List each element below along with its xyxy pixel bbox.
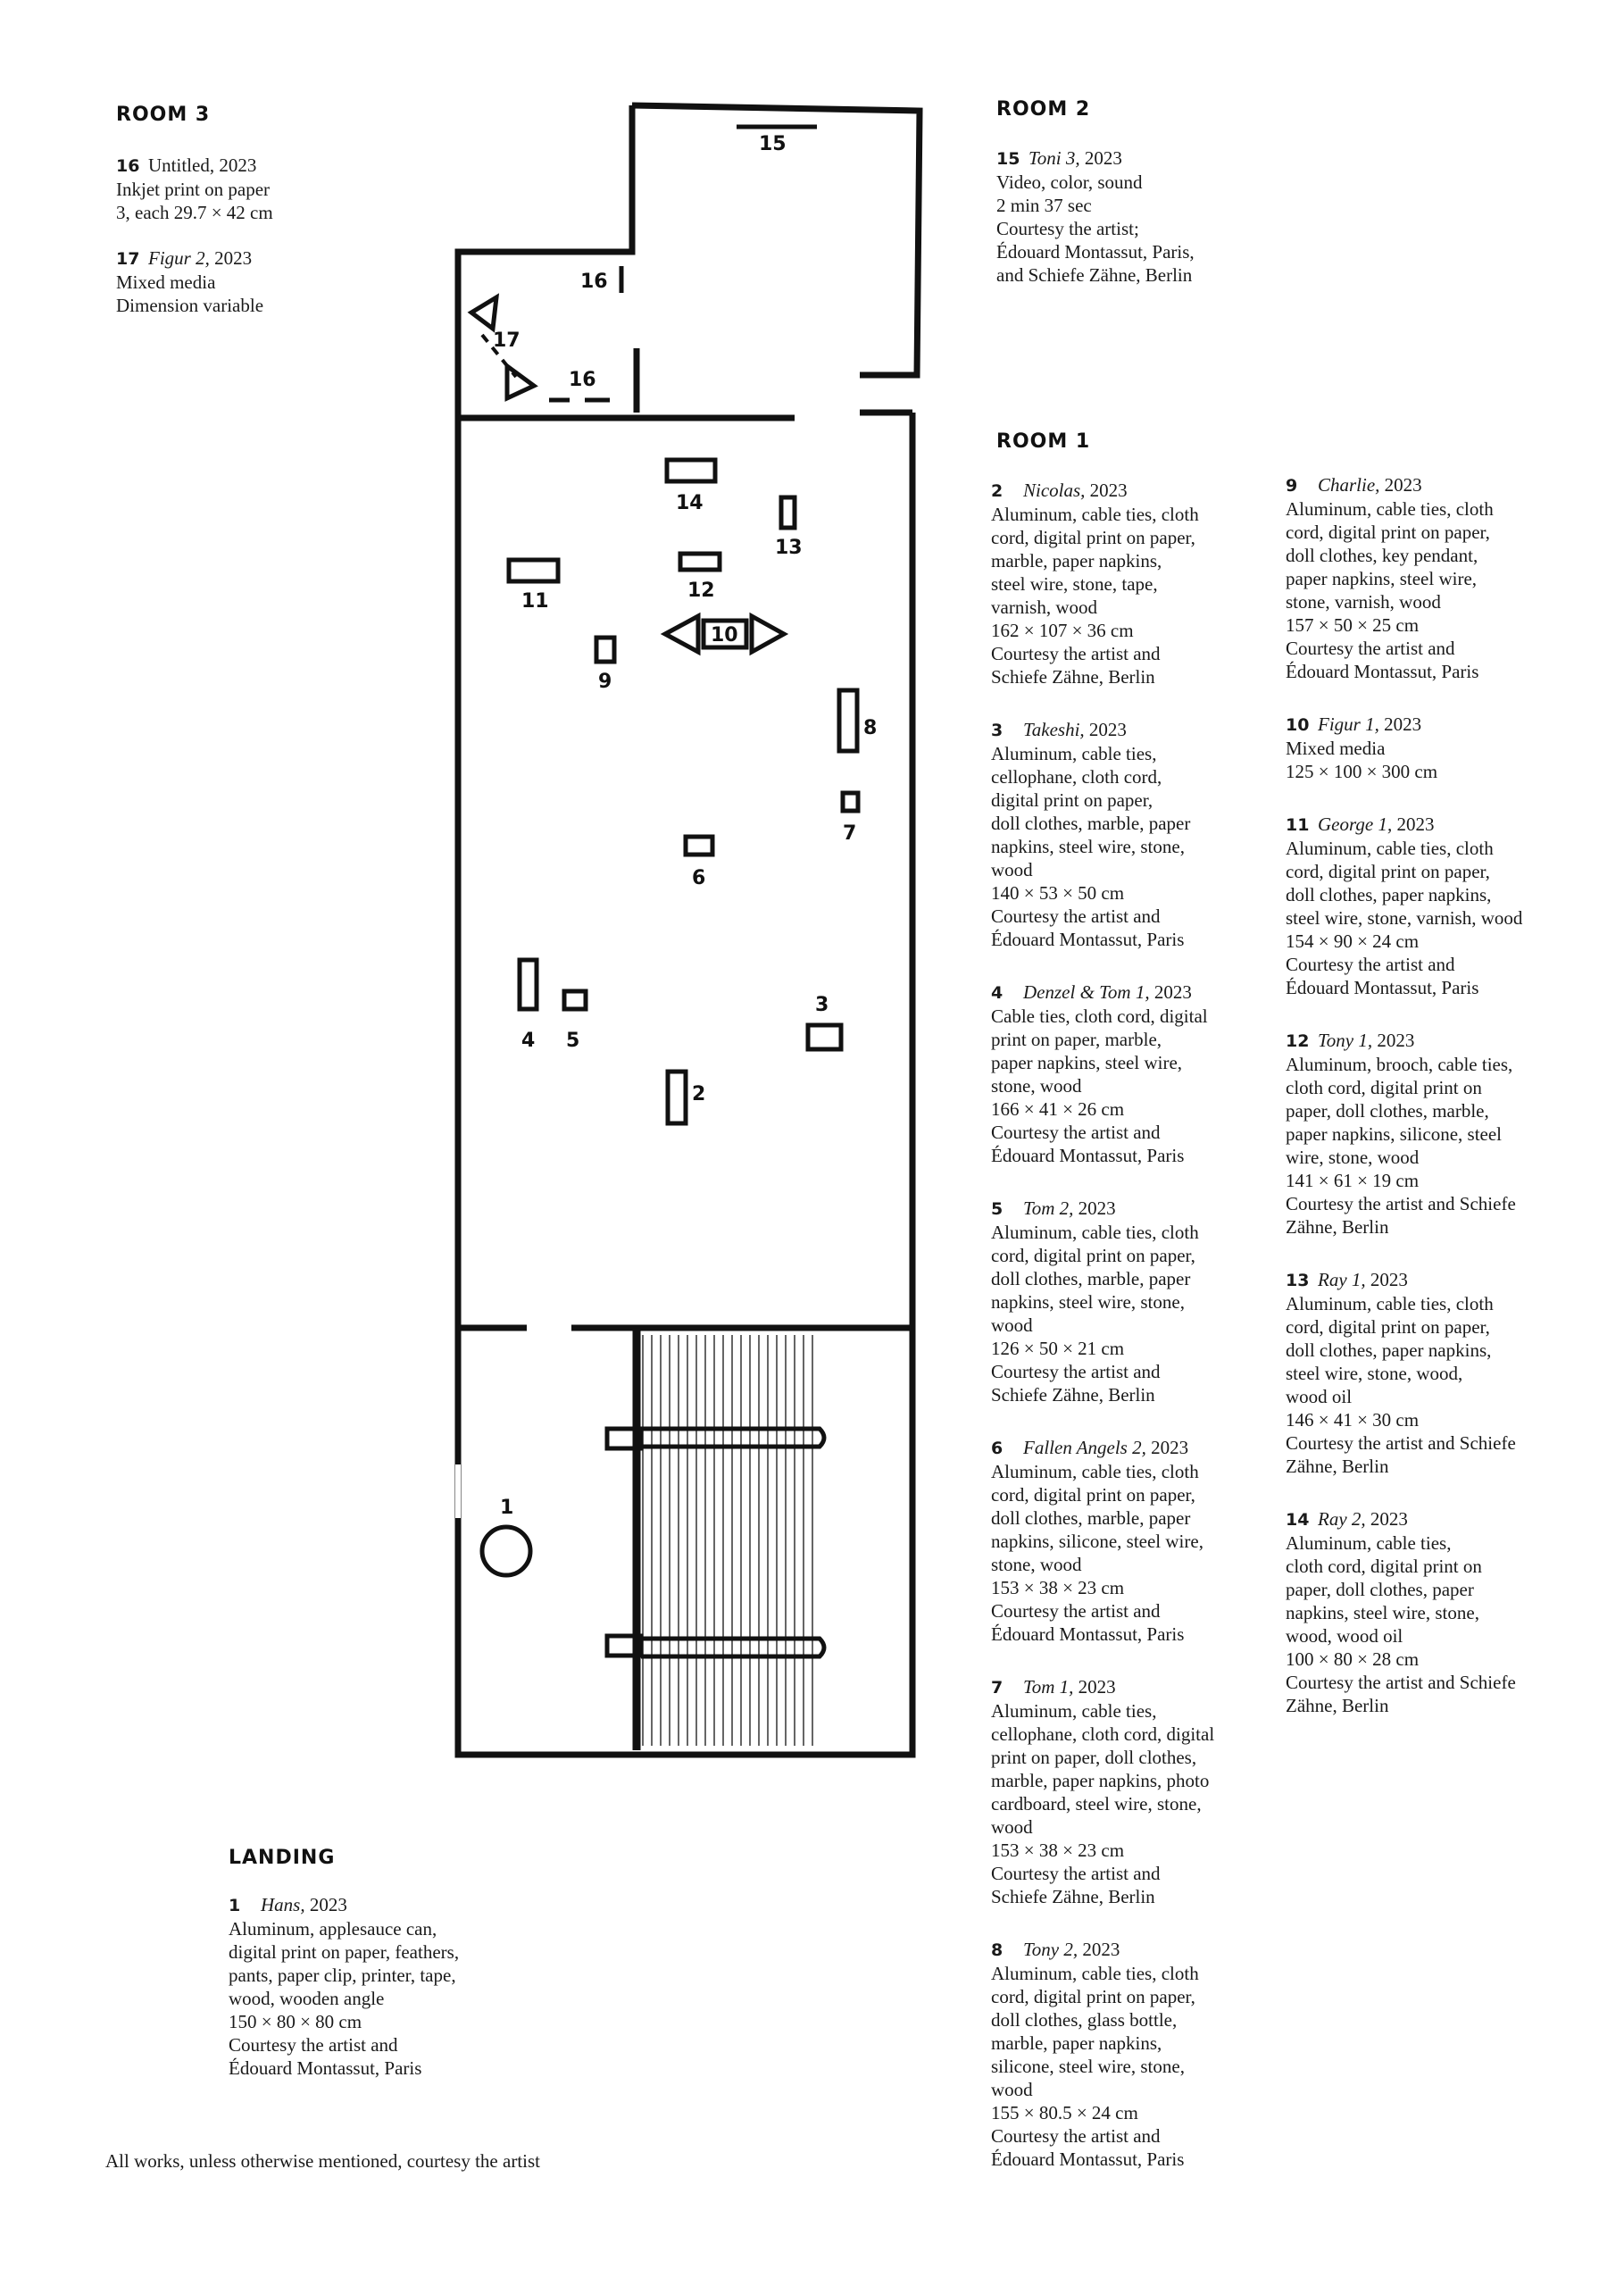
plan-label-9: 9 [598, 671, 612, 693]
artwork-detail: marble, paper napkins, photo [991, 1770, 1210, 1791]
artwork-detail: cord, digital print on paper, [991, 1986, 1195, 2007]
artwork-title-line [116, 154, 411, 178]
artwork-detail: wood [991, 859, 1033, 880]
artwork-title-line [116, 246, 411, 271]
artwork-detail: Courtesy the artist and Schiefe [1286, 1432, 1516, 1454]
plan-label-16b: 16 [569, 369, 596, 391]
artwork-detail: Mixed media [1286, 738, 1386, 759]
artwork-detail: 125 × 100 × 300 cm [1286, 761, 1438, 782]
artwork-detail: Schiefe Zähne, Berlin [991, 1384, 1155, 1406]
artwork-detail: 153 × 38 × 23 cm [991, 1840, 1125, 1861]
artwork-detail: Inkjet print on paper [116, 179, 271, 200]
artwork-detail: Courtesy the artist and Schiefe [1286, 1193, 1516, 1214]
plan-label-8: 8 [863, 717, 878, 739]
marker-17-triangle-a [471, 297, 496, 329]
artwork-detail: 2 min 37 sec [996, 195, 1092, 216]
artwork-detail: wire, stone, wood [1286, 1147, 1420, 1168]
artwork-detail: and Schiefe Zähne, Berlin [996, 264, 1193, 286]
artwork-detail: Courtesy the artist and [229, 2034, 398, 2056]
artwork-detail: paper napkins, steel wire, [991, 1052, 1183, 1073]
artwork-detail: Mixed media [116, 271, 216, 293]
artwork-detail: Aluminum, cable ties, cloth [991, 504, 1199, 525]
artwork-title: Tom 1, [1023, 1676, 1074, 1698]
artwork-detail: cord, digital print on paper, [1286, 1316, 1490, 1338]
artwork-detail: wood [991, 1314, 1033, 1336]
artwork-detail: Zähne, Berlin [1286, 1695, 1389, 1716]
artwork-detail: cord, digital print on paper, [1286, 861, 1490, 882]
object-10-left [665, 616, 698, 652]
artwork-detail: Aluminum, cable ties, [1286, 1532, 1452, 1554]
plan-label-12: 12 [687, 580, 715, 602]
artwork-detail: Édouard Montassut, Paris, [996, 241, 1195, 263]
heading-room3: ROOM 3 [116, 104, 211, 126]
artwork-title-line [991, 718, 1286, 742]
artwork-title-line [229, 1893, 523, 1917]
object-2 [668, 1072, 686, 1123]
artwork-detail: digital print on paper, [991, 789, 1153, 811]
artwork-detail: Aluminum, cable ties, cloth [991, 1963, 1199, 1984]
artwork-detail: Édouard Montassut, Paris [991, 929, 1185, 950]
artwork-title: Tom 2, [1023, 1197, 1074, 1219]
artwork-entry [1286, 1507, 1580, 1717]
artwork-detail: 140 × 53 × 50 cm [991, 882, 1125, 904]
artwork-number: 14 [1286, 1510, 1310, 1530]
artwork-entry [229, 1893, 523, 2080]
artwork-detail: doll clothes, marble, paper [991, 1268, 1191, 1289]
plan-label-3: 3 [815, 994, 829, 1016]
plan-label-14: 14 [676, 492, 704, 514]
artwork-entry [116, 154, 411, 224]
plan-label-5: 5 [566, 1030, 580, 1052]
artwork-entry [1286, 713, 1580, 783]
artwork-detail: Aluminum, cable ties, [991, 743, 1157, 764]
artwork-title-line [991, 1675, 1286, 1699]
artwork-detail: napkins, steel wire, stone, [1286, 1602, 1479, 1623]
object-4 [520, 960, 537, 1009]
artwork-detail: Courtesy the artist and Schiefe [1286, 1672, 1516, 1693]
artwork-detail: Video, color, sound [996, 171, 1143, 193]
artwork-detail: wood, wood oil [1286, 1625, 1403, 1647]
artwork-number: 7 [991, 1678, 1004, 1698]
artwork-title-line [1286, 1268, 1580, 1292]
artwork-title-line [996, 146, 1291, 171]
artwork-number: 10 [1286, 715, 1310, 735]
artwork-detail: steel wire, stone, varnish, wood [1286, 907, 1523, 929]
artwork-detail: print on paper, marble, [991, 1029, 1162, 1050]
object-6 [686, 837, 712, 855]
heading-room2: ROOM 2 [996, 98, 1091, 121]
artwork-entry [996, 146, 1291, 287]
artwork-entry [116, 246, 411, 317]
artwork-detail: 157 × 50 × 25 cm [1286, 614, 1420, 636]
artwork-number: 5 [991, 1199, 1004, 1219]
artwork-year: 2023 [1379, 474, 1422, 496]
artwork-detail: doll clothes, key pendant, [1286, 545, 1478, 566]
artwork-detail: Édouard Montassut, Paris [229, 2057, 422, 2079]
artwork-number: 13 [1286, 1271, 1310, 1290]
artwork-detail: napkins, steel wire, stone, [991, 1291, 1185, 1313]
artwork-detail: Aluminum, applesauce can, [229, 1918, 437, 1940]
artwork-title: Toni 3, [1029, 147, 1080, 169]
artwork-detail: cord, digital print on paper, [991, 527, 1195, 548]
artwork-year: 2023 [1392, 813, 1435, 835]
artwork-title: Denzel & Tom 1, [1023, 981, 1150, 1003]
heading-landing: LANDING [229, 1847, 336, 1869]
object-10-right [752, 616, 784, 652]
artwork-title: Takeshi, [1023, 719, 1085, 740]
artwork-detail: Édouard Montassut, Paris [1286, 661, 1479, 682]
artwork-detail: silicone, steel wire, stone, [991, 2056, 1185, 2077]
artwork-detail: Schiefe Zähne, Berlin [991, 1886, 1155, 1907]
artwork-detail: Courtesy the artist and [991, 905, 1161, 927]
artwork-title-line [1286, 813, 1580, 837]
artwork-detail: cellophane, cloth cord, [991, 766, 1162, 788]
artwork-detail: Courtesy the artist and [1286, 954, 1455, 975]
artwork-title: Figur 1, [1318, 713, 1379, 735]
artwork-year: 2023 [1073, 1676, 1116, 1698]
artwork-detail: Aluminum, cable ties, cloth [991, 1222, 1199, 1243]
artwork-detail: doll clothes, paper napkins, [1286, 884, 1492, 905]
artwork-detail: cord, digital print on paper, [991, 1245, 1195, 1266]
plan-label-15: 15 [759, 133, 787, 155]
artwork-detail: cord, digital print on paper, [991, 1484, 1195, 1506]
artwork-detail: Aluminum, cable ties, cloth [1286, 498, 1494, 520]
artwork-detail: Courtesy the artist and [1286, 638, 1455, 659]
artwork-year: 2023 [1365, 1269, 1408, 1290]
artwork-detail: Courtesy the artist and [991, 1600, 1161, 1622]
artwork-title-line [1286, 1029, 1580, 1053]
object-12 [680, 554, 720, 570]
artwork-title: George 1, [1318, 813, 1393, 835]
artwork-detail: Zähne, Berlin [1286, 1216, 1389, 1238]
artwork-detail: Édouard Montassut, Paris [991, 2148, 1185, 2170]
artwork-detail: steel wire, stone, tape, [991, 573, 1158, 595]
artwork-detail: print on paper, doll clothes, [991, 1747, 1197, 1768]
artwork-detail: Courtesy the artist and [991, 643, 1161, 664]
artwork-detail: 141 × 61 × 19 cm [1286, 1170, 1420, 1191]
plan-label-13: 13 [775, 537, 803, 559]
artwork-year: 2023 [209, 247, 253, 269]
artwork-entry [1286, 1268, 1580, 1478]
artwork-year: 2023 [1084, 719, 1127, 740]
artwork-entry [1286, 473, 1580, 683]
artwork-title: Figur 2, [148, 247, 210, 269]
artwork-year: 2023 [1365, 1508, 1408, 1530]
object-14 [667, 460, 715, 481]
artwork-detail: wood, wooden angle [229, 1988, 385, 2009]
artwork-year: 2023 [1073, 1197, 1116, 1219]
artwork-number: 15 [996, 149, 1020, 169]
plan-label-10: 10 [711, 624, 738, 647]
artwork-number: 4 [991, 983, 1004, 1003]
artwork-detail: digital print on paper, feathers, [229, 1941, 460, 1963]
artwork-detail: cord, digital print on paper, [1286, 521, 1490, 543]
plan-label-7: 7 [843, 822, 857, 845]
artwork-detail: Courtesy the artist and [991, 2125, 1161, 2147]
artwork-title: Tony 2, [1023, 1939, 1079, 1960]
object-13 [781, 497, 795, 528]
artwork-entry [1286, 813, 1580, 999]
artwork-detail: cloth cord, digital print on [1286, 1077, 1482, 1098]
artwork-detail: Courtesy the artist and [991, 1863, 1161, 1884]
artwork-number: 17 [116, 249, 140, 269]
artwork-year: 2023 [1149, 981, 1192, 1003]
plan-label-6: 6 [692, 867, 706, 889]
artwork-entry [1286, 1029, 1580, 1239]
artwork-detail: paper, doll clothes, paper [1286, 1579, 1474, 1600]
artwork-year: 2023 [1078, 1939, 1120, 1960]
artwork-detail: Aluminum, brooch, cable ties, [1286, 1054, 1513, 1075]
artwork-entry [991, 479, 1286, 688]
artwork-detail: Courtesy the artist; [996, 218, 1139, 239]
object-5 [564, 991, 586, 1009]
artwork-detail: Aluminum, cable ties, cloth [1286, 1293, 1494, 1314]
artwork-number: 2 [991, 481, 1004, 501]
artwork-detail: Dimension variable [116, 295, 264, 316]
artwork-detail: wood [991, 2079, 1033, 2100]
object-1 [482, 1527, 530, 1575]
artwork-entry [991, 1197, 1286, 1406]
artwork-year: 2023 [1372, 1030, 1415, 1051]
artwork-detail: marble, paper napkins, [991, 550, 1162, 572]
artwork-detail: paper napkins, silicone, steel [1286, 1123, 1503, 1145]
artwork-number: 16 [116, 156, 140, 176]
object-9 [596, 638, 614, 662]
artwork-detail: 150 × 80 × 80 cm [229, 2011, 362, 2032]
artwork-title: Fallen Angels 2, [1023, 1437, 1146, 1458]
artwork-number: 6 [991, 1439, 1004, 1458]
object-11 [509, 560, 558, 581]
artwork-detail: Schiefe Zähne, Berlin [991, 666, 1155, 688]
artwork-entry [991, 1436, 1286, 1646]
artwork-detail: 162 × 107 × 36 cm [991, 620, 1134, 641]
artwork-title-line [991, 479, 1286, 503]
object-3 [808, 1025, 841, 1049]
artwork-year: 2023 [1079, 147, 1122, 169]
marker-17-triangle-b [507, 366, 534, 398]
artwork-title: Ray 2, [1318, 1508, 1366, 1530]
plan-label-2: 2 [692, 1083, 706, 1105]
plan-label-17: 17 [493, 330, 521, 352]
artwork-title: Nicolas, [1023, 480, 1086, 501]
artwork-detail: doll clothes, glass bottle, [991, 2009, 1178, 2031]
artwork-number: 1 [229, 1896, 241, 1915]
artwork-title: Tony 1, [1318, 1030, 1373, 1051]
artwork-detail: cellophane, cloth cord, digital [991, 1723, 1215, 1745]
artwork-number: 8 [991, 1940, 1004, 1960]
plan-label-16a: 16 [580, 271, 608, 293]
artwork-detail: Courtesy the artist and [991, 1122, 1161, 1143]
artwork-detail: stone, varnish, wood [1286, 591, 1441, 613]
artwork-detail: 3, each 29.7 × 42 cm [116, 202, 273, 223]
artwork-title-line [1286, 1507, 1580, 1531]
artwork-detail: stone, wood [991, 1554, 1082, 1575]
plan-label-4: 4 [521, 1030, 536, 1052]
artwork-detail: 126 × 50 × 21 cm [991, 1338, 1125, 1359]
artwork-number: 11 [1286, 815, 1310, 835]
artwork-detail: wood [991, 1816, 1033, 1838]
artwork-detail: cardboard, steel wire, stone, [991, 1793, 1202, 1815]
artwork-title-line [991, 1436, 1286, 1460]
artwork-detail: pants, paper clip, printer, tape, [229, 1965, 456, 1986]
heading-room1: ROOM 1 [996, 430, 1091, 453]
artwork-detail: doll clothes, marble, paper [991, 813, 1191, 834]
artwork-detail: Cable ties, cloth cord, digital [991, 1005, 1208, 1027]
artwork-title-line [991, 1938, 1286, 1962]
artwork-year: 2023 [304, 1894, 347, 1915]
artwork-detail: paper, doll clothes, marble, [1286, 1100, 1489, 1122]
artwork-detail: doll clothes, paper napkins, [1286, 1339, 1492, 1361]
artwork-detail: 100 × 80 × 28 cm [1286, 1648, 1420, 1670]
artwork-detail: paper napkins, steel wire, [1286, 568, 1478, 589]
artwork-detail: napkins, steel wire, stone, [991, 836, 1185, 857]
artwork-detail: cloth cord, digital print on [1286, 1556, 1482, 1577]
artwork-title-line [991, 980, 1286, 1005]
artwork-detail: 166 × 41 × 26 cm [991, 1098, 1125, 1120]
artwork-title: Ray 1, [1318, 1269, 1366, 1290]
artwork-detail: Courtesy the artist and [991, 1361, 1161, 1382]
artwork-detail: Aluminum, cable ties, cloth [991, 1461, 1199, 1482]
artwork-detail: varnish, wood [991, 597, 1097, 618]
object-8 [839, 690, 857, 751]
artwork-detail: 154 × 90 × 24 cm [1286, 930, 1420, 952]
artwork-title-line [1286, 473, 1580, 497]
artwork-year: 2023 [1145, 1437, 1189, 1458]
artwork-title-line [991, 1197, 1286, 1221]
artwork-year: Untitled, 2023 [148, 154, 257, 176]
plan-label-11: 11 [521, 590, 549, 613]
artwork-detail: 153 × 38 × 23 cm [991, 1577, 1125, 1598]
artwork-detail: napkins, silicone, steel wire, [991, 1531, 1203, 1552]
stairs [643, 1335, 812, 1746]
artwork-detail: Zähne, Berlin [1286, 1456, 1389, 1477]
artwork-entry [991, 1675, 1286, 1908]
artwork-entry [991, 1938, 1286, 2171]
artwork-number: 9 [1286, 476, 1298, 496]
artwork-number: 3 [991, 721, 1004, 740]
artwork-detail: Édouard Montassut, Paris [991, 1145, 1185, 1166]
artwork-detail: Édouard Montassut, Paris [1286, 977, 1479, 998]
artwork-title: Charlie, [1318, 474, 1380, 496]
footer-note: All works, unless otherwise mentioned, courtesy the artist [105, 2150, 540, 2172]
artwork-detail: wood oil [1286, 1386, 1353, 1407]
artwork-detail: Aluminum, cable ties, [991, 1700, 1157, 1722]
artwork-entry [991, 980, 1286, 1167]
artwork-detail: 146 × 41 × 30 cm [1286, 1409, 1420, 1431]
artwork-number: 12 [1286, 1031, 1310, 1051]
artwork-detail: marble, paper napkins, [991, 2032, 1162, 2054]
artwork-detail: Aluminum, cable ties, cloth [1286, 838, 1494, 859]
artwork-detail: steel wire, stone, wood, [1286, 1363, 1463, 1384]
artwork-detail: doll clothes, marble, paper [991, 1507, 1191, 1529]
object-7 [843, 793, 858, 811]
plan-label-1: 1 [500, 1497, 514, 1519]
artwork-title-line [1286, 713, 1580, 737]
artwork-year: 2023 [1085, 480, 1128, 501]
artwork-title: Hans, [261, 1894, 305, 1915]
wall-room2-left [458, 105, 912, 1755]
artwork-detail: 155 × 80.5 × 24 cm [991, 2102, 1138, 2123]
artwork-detail: stone, wood [991, 1075, 1082, 1097]
artwork-year: 2023 [1378, 713, 1422, 735]
artwork-detail: Édouard Montassut, Paris [991, 1623, 1185, 1645]
artwork-entry [991, 718, 1286, 951]
